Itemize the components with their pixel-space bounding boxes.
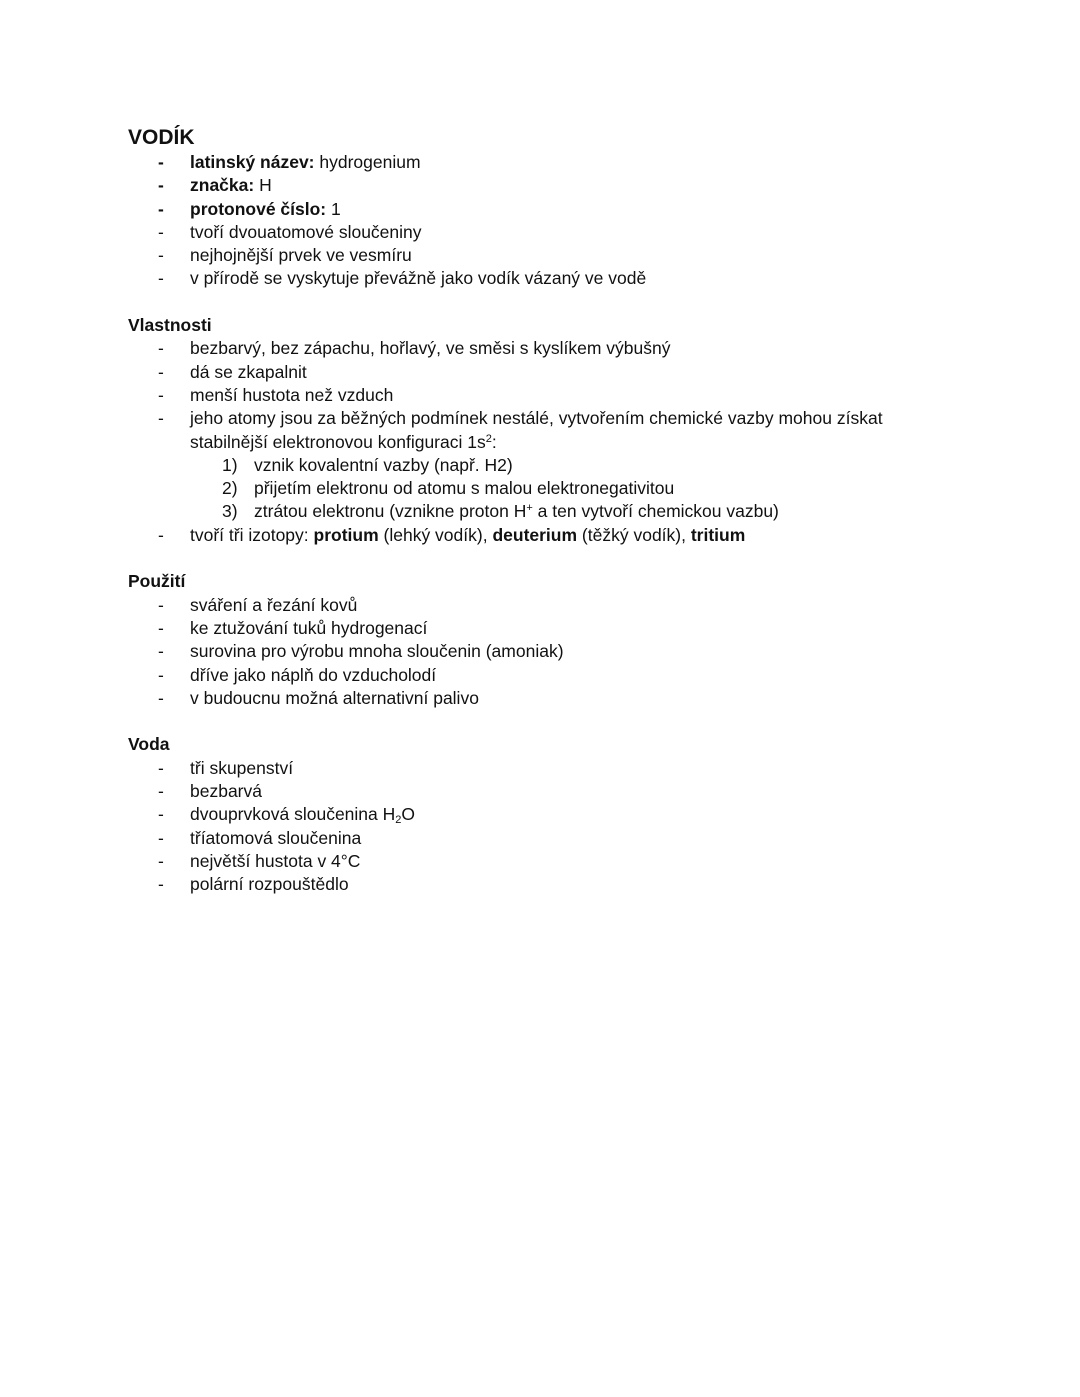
pouziti-list xyxy=(128,594,948,710)
bullet-dash: - xyxy=(158,152,164,172)
numbered-item xyxy=(128,500,948,523)
item-text: vznik kovalentní vazby (např. H2) xyxy=(254,454,513,475)
list-item xyxy=(128,873,948,896)
list-item xyxy=(128,617,948,640)
item-text: surovina pro výrobu mnoha sloučenin (amoniak) xyxy=(190,641,564,662)
list-item xyxy=(128,198,948,221)
bullet-dash: - xyxy=(158,524,164,545)
list-item xyxy=(128,361,948,384)
superscript: + xyxy=(526,502,533,515)
term-value: H xyxy=(254,175,272,196)
bullet-dash: - xyxy=(158,827,164,848)
bullet-dash: - xyxy=(158,874,164,895)
bullet-dash: - xyxy=(158,268,164,289)
term-label: protonové číslo: xyxy=(190,198,327,219)
list-item xyxy=(128,524,948,547)
list-item xyxy=(128,384,948,407)
list-item xyxy=(128,640,948,663)
item-text: dvouprvková sloučenina H xyxy=(190,804,396,825)
item-number: 3) xyxy=(222,501,238,522)
item-text: bezbarvý, bez zápachu, hořlavý, ve směsi s kyslíkem výbušný xyxy=(190,338,671,359)
bullet-dash: - xyxy=(158,664,164,685)
voda-list xyxy=(128,757,948,897)
list-item xyxy=(128,407,948,454)
item-text: tři skupenství xyxy=(190,757,294,778)
bullet-dash: - xyxy=(158,594,164,615)
bullet-dash: - xyxy=(158,175,164,196)
subscript: 2 xyxy=(395,814,402,827)
numbered-list xyxy=(128,454,948,524)
list-item xyxy=(128,850,948,873)
section-heading-pouziti: Použití xyxy=(128,571,186,592)
term-value: 1 xyxy=(326,198,341,219)
item-text: sváření a řezání kovů xyxy=(190,594,358,615)
bullet-dash: - xyxy=(158,804,164,825)
item-text: největší hustota v 4°C xyxy=(190,850,361,871)
item-text: ke ztužování tuků hydrogenací xyxy=(190,617,428,638)
numbered-item xyxy=(128,477,948,500)
bullet-dash: - xyxy=(158,338,164,359)
item-text: v budoucnu možná alternativní palivo xyxy=(190,687,479,708)
bullet-dash: - xyxy=(158,781,164,802)
item-text: a ten vytvoří chemickou vazbu) xyxy=(532,501,779,522)
item-number: 2) xyxy=(222,478,238,499)
list-item xyxy=(128,151,948,174)
section-heading-voda: Voda xyxy=(128,734,170,755)
list-item xyxy=(128,594,948,617)
item-text: menší hustota než vzduch xyxy=(190,384,394,405)
item-text: ztrátou elektronu (vznikne proton H xyxy=(254,501,527,522)
item-text: dříve jako náplň do vzducholodí xyxy=(190,664,437,685)
list-item xyxy=(128,337,948,360)
item-text: O xyxy=(401,804,416,825)
list-item xyxy=(128,757,948,780)
bullet-dash: - xyxy=(158,384,164,405)
list-item xyxy=(128,664,948,687)
list-item xyxy=(128,267,948,290)
isotopes-list xyxy=(128,524,948,547)
list-item xyxy=(128,687,948,710)
list-item xyxy=(128,221,948,244)
list-item xyxy=(128,827,948,850)
item-text: tvoří tři izotopy: xyxy=(190,524,314,545)
bullet-dash: - xyxy=(158,198,164,219)
numbered-item xyxy=(128,454,948,477)
item-text: v přírodě se vyskytuje převážně jako vodík vázaný ve vodě xyxy=(190,268,647,289)
document-title: VODÍK xyxy=(128,126,195,149)
item-text: polární rozpouštědlo xyxy=(190,874,349,895)
item-text: (lehký vodík), xyxy=(378,524,493,545)
bullet-dash: - xyxy=(158,245,164,266)
bullet-dash: - xyxy=(158,757,164,778)
list-item xyxy=(128,244,948,267)
bullet-dash: - xyxy=(158,850,164,871)
bullet-dash: - xyxy=(158,361,164,382)
item-text: tříatomová sloučenina xyxy=(190,827,362,848)
item-text: jeho atomy jsou za běžných podmínek nestálé, vytvořením chemické vazby mohou získat xyxy=(190,408,883,429)
isotope-deuterium: deuterium xyxy=(492,524,578,545)
item-text: bezbarvá xyxy=(190,781,262,802)
isotope-protium: protium xyxy=(313,524,379,545)
intro-list xyxy=(128,151,948,291)
term-label: latinský název: xyxy=(190,152,315,172)
item-text: stabilnější elektronovou konfiguraci 1s xyxy=(190,431,486,452)
vlastnosti-list xyxy=(128,337,948,453)
item-text: : xyxy=(491,431,497,452)
item-text: dá se zkapalnit xyxy=(190,361,307,382)
item-text: nejhojnější prvek ve vesmíru xyxy=(190,245,412,266)
document-page xyxy=(128,125,948,897)
list-item xyxy=(128,174,948,197)
item-text: tvoří dvouatomové sloučeniny xyxy=(190,221,422,242)
superscript: 2 xyxy=(485,432,492,445)
term-label: značka: xyxy=(190,175,255,196)
isotope-tritium: tritium xyxy=(690,524,746,545)
section-heading-vlastnosti: Vlastnosti xyxy=(128,315,212,336)
term-value: hydrogenium xyxy=(314,152,421,172)
item-text: přijetím elektronu od atomu s malou elektronegativitou xyxy=(254,478,675,499)
bullet-dash: - xyxy=(158,641,164,662)
item-number: 1) xyxy=(222,454,238,475)
list-item xyxy=(128,803,948,826)
bullet-dash: - xyxy=(158,617,164,638)
bullet-dash: - xyxy=(158,408,164,429)
item-text: (těžký vodík), xyxy=(577,524,691,545)
bullet-dash: - xyxy=(158,221,164,242)
bullet-dash: - xyxy=(158,687,164,708)
list-item xyxy=(128,780,948,803)
